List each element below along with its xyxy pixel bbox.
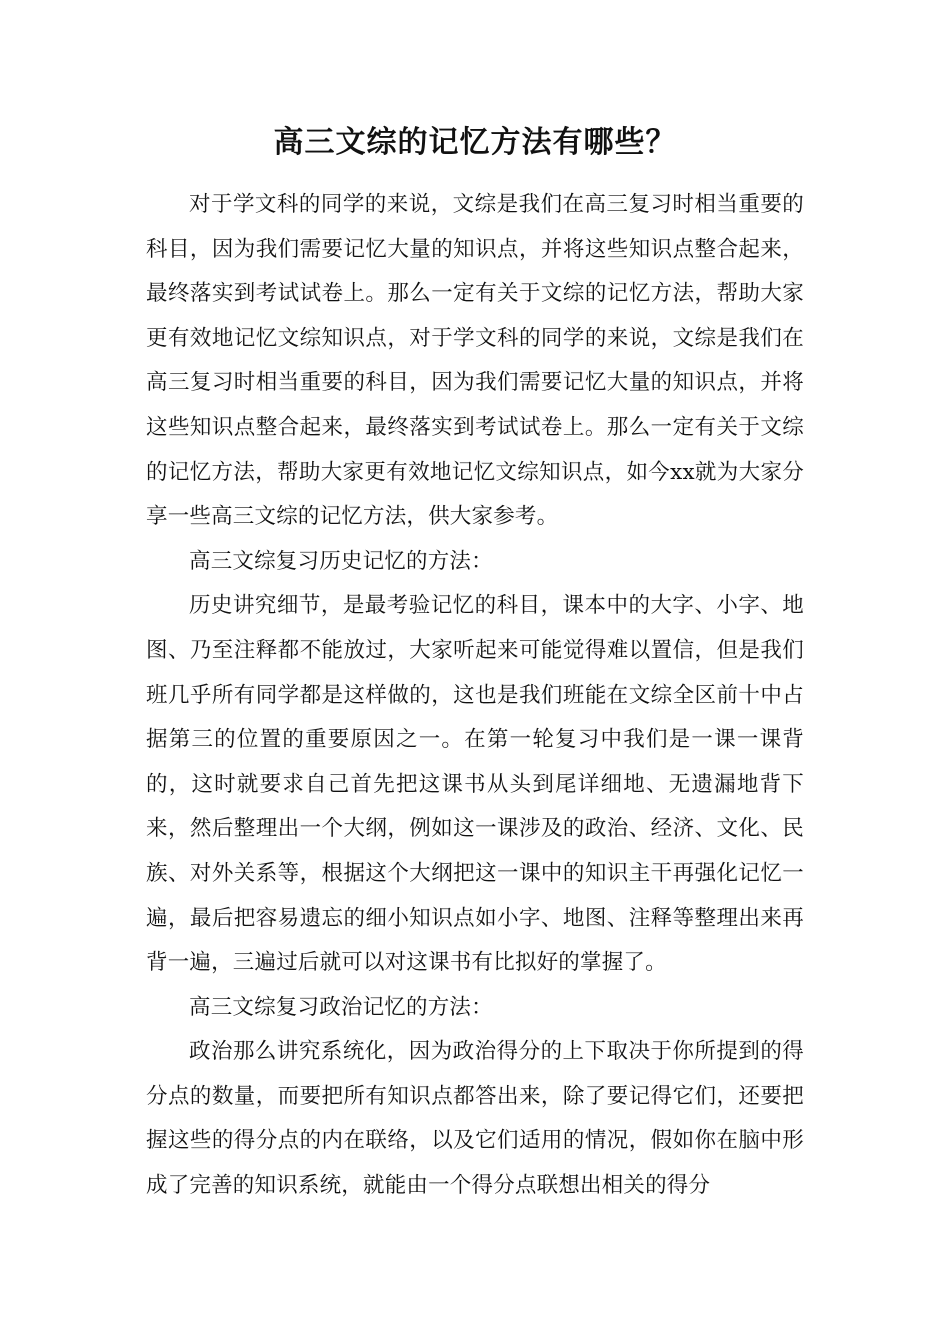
- document-title: 高三文综的记忆方法有哪些？: [273, 125, 677, 160]
- document-body: [146, 183, 804, 1209]
- paragraph-history: 历史讲究细节，是最考验记忆的科目，课本中的大字、小字、地图、乃至注释都不能放过，大家听起来可能觉得难以置信，但是我们班几乎所有同学都是这样做的，这也是我们班能在文综全区前十中占据第三的位置的重要原因之一。在第一轮复习中我们是一课一课背的，这时就要求自己首先把这课书从头到尾详细地、无遗漏地背下来，然后整理出一个大纲，例如这一课涉及的政治、经济、文化、民族、对外关系等，根据这个大纲把这一课中的知识主干再强化记忆一遍，最后把容易遗忘的细小知识点如小字、地图、注释等整理出来再背一遍，三遍过后就可以对这课书有比拟好的掌握了。: [146, 593, 804, 976]
- paragraph-politics: 政治那么讲究系统化，因为政治得分的上下取决于你所提到的得分点的数量，而要把所有知识点都答出来，除了要记得它们，还要把握这些的得分点的内在联络，以及它们适用的情况，假如你在脑中形成了完善的知识系统，就能由一个得分点联想出相关的得分: [146, 1039, 804, 1199]
- heading-politics-method: 高三文综复习政治记忆的方法：: [189, 994, 493, 1020]
- paragraph-intro: 对于学文科的同学的来说，文综是我们在高三复习时相当重要的科目，因为我们需要记忆大量的知识点，并将这些知识点整合起来，最终落实到考试试卷上。那么一定有关于文综的记忆方法，帮助大家更有效地记忆文综知识点，对于学文科的同学的来说，文综是我们在高三复习时相当重要的科目，因为我们需要记忆大量的知识点，并将这些知识点整合起来，最终落实到考试试卷上。那么一定有关于文综的记忆方法，帮助大家更有效地记忆文综知识点，如今xx就为大家分享一些高三文综的记忆方法，供大家参考。: [146, 192, 804, 530]
- heading-history-method: 高三文综复习历史记忆的方法：: [189, 548, 493, 574]
